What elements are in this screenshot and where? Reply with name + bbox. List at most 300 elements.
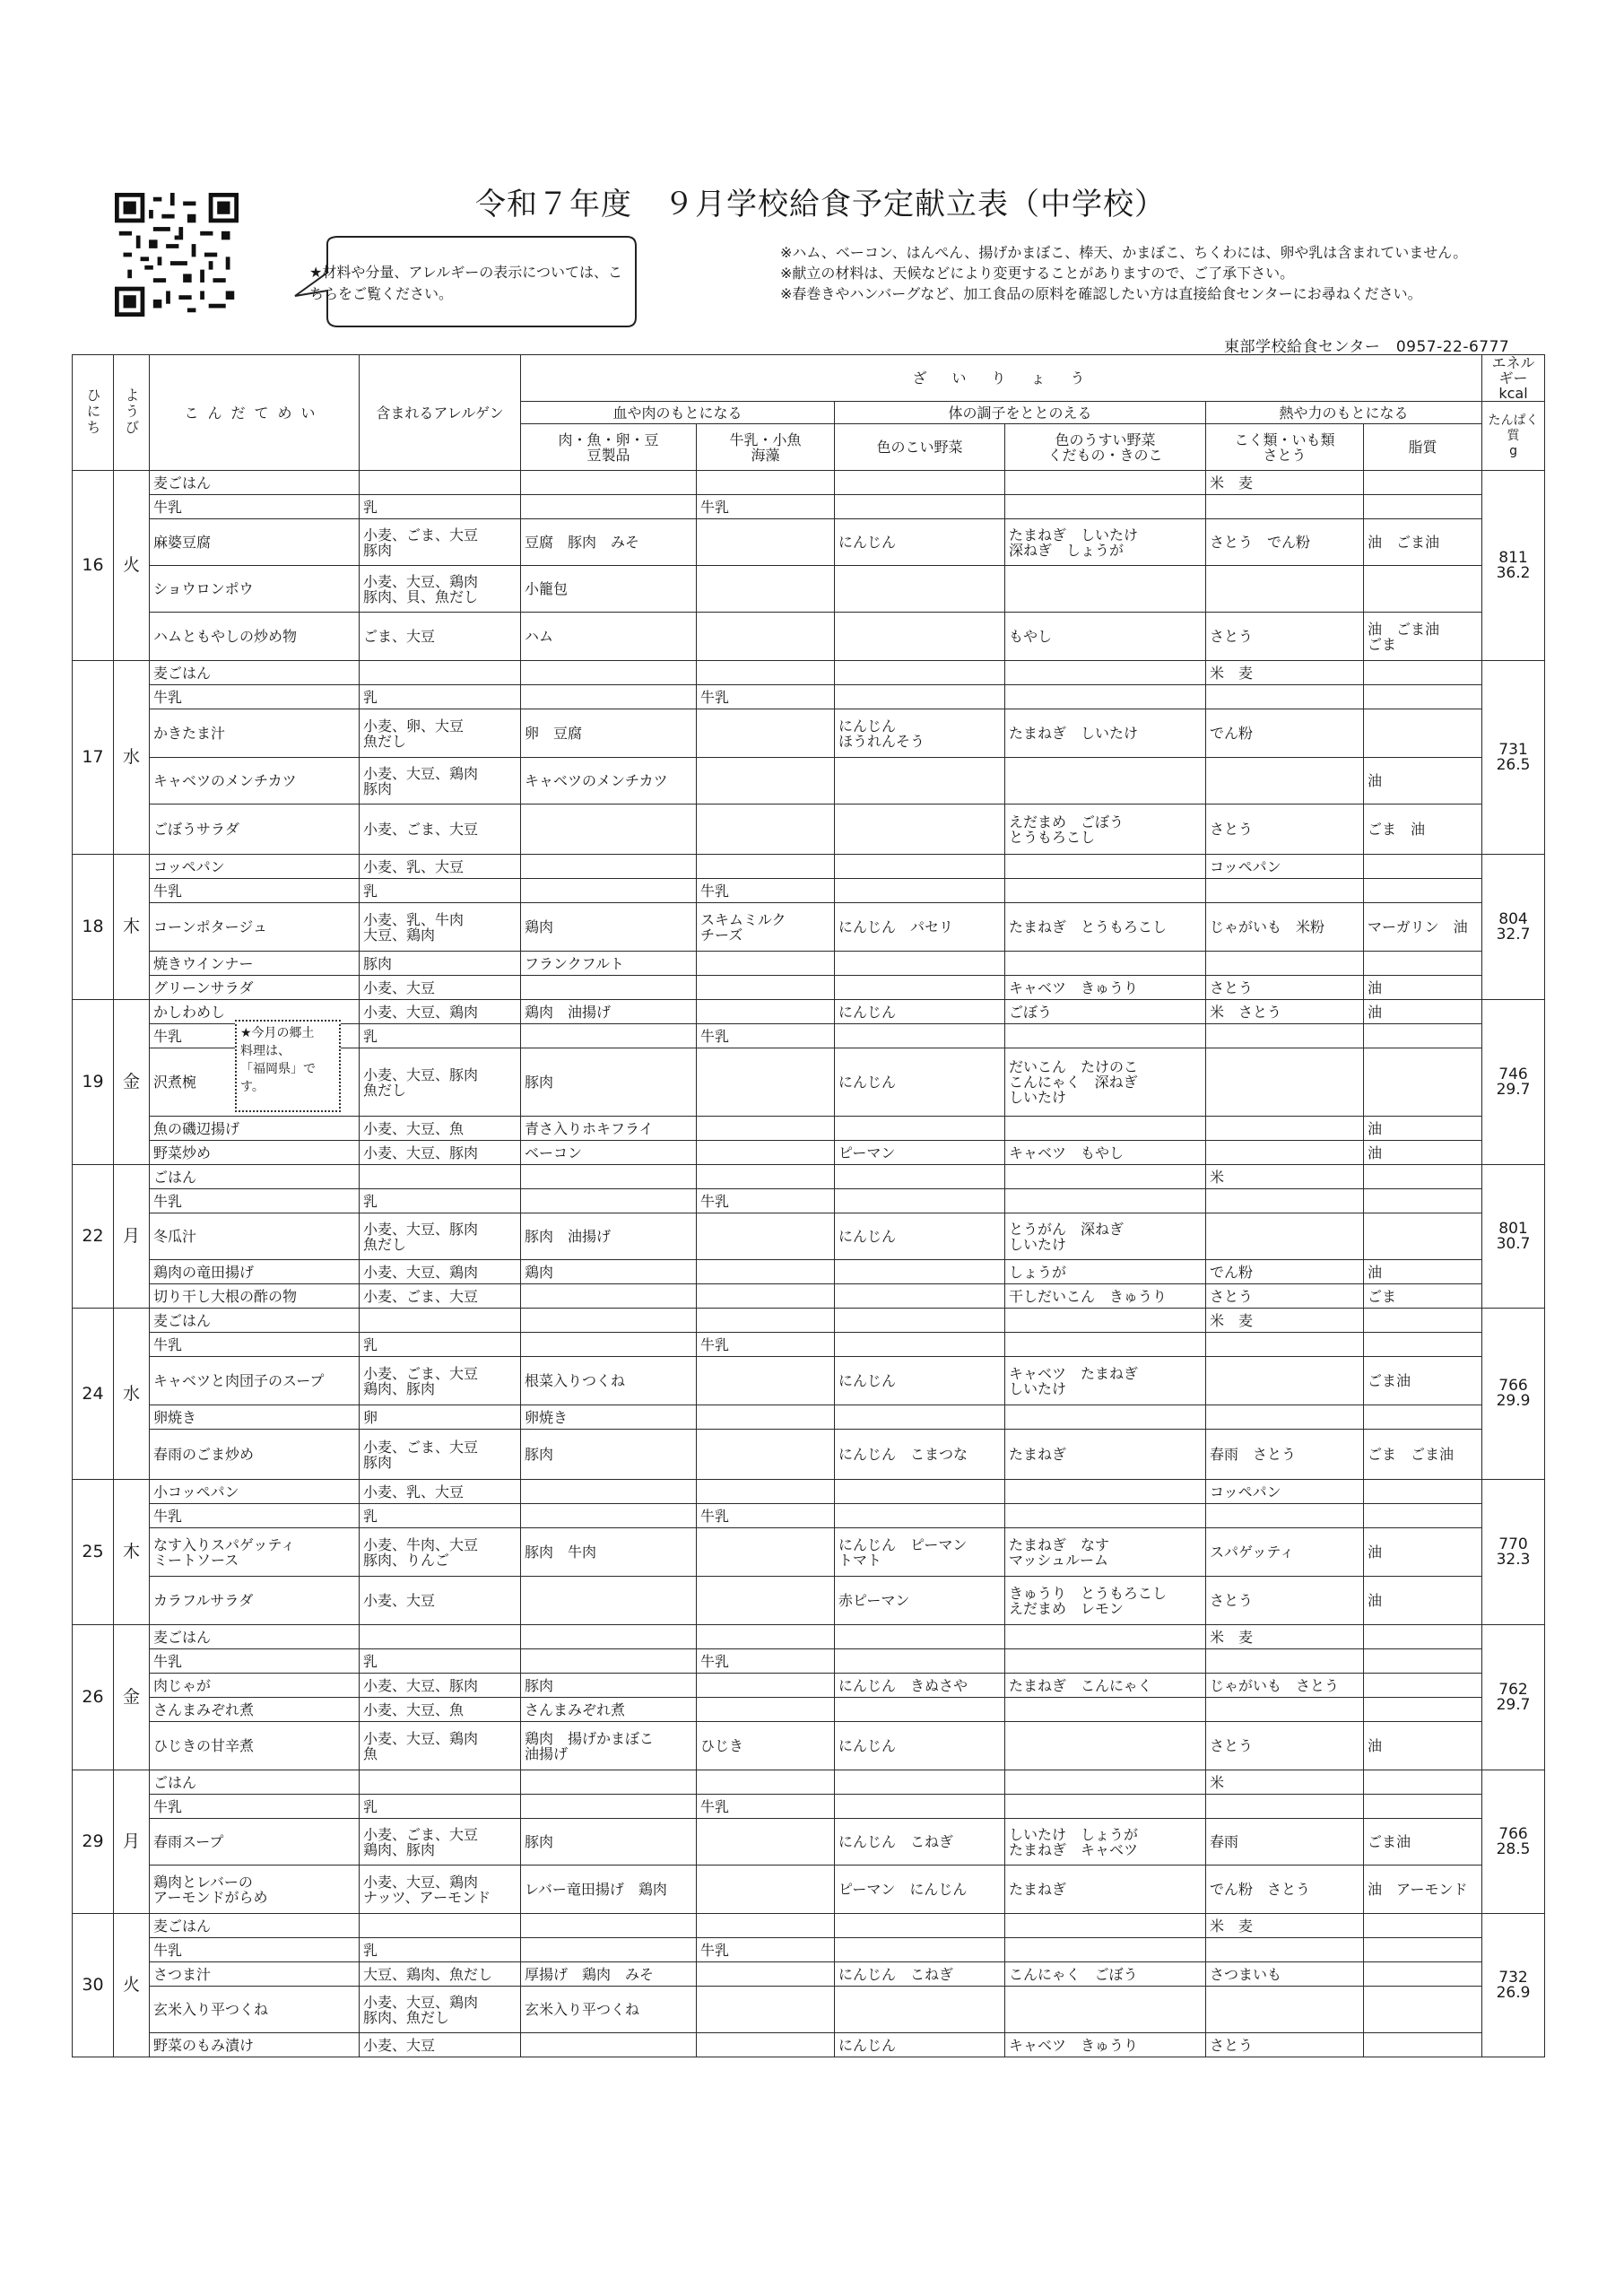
energy-value: 770 — [1498, 1535, 1528, 1553]
meat-cell: フランクフルト — [521, 952, 697, 976]
milk-cell: 牛乳 — [697, 1333, 835, 1357]
light-cell — [1005, 855, 1206, 879]
milk-cell: 牛乳 — [697, 1024, 835, 1048]
grain-cell — [1206, 1649, 1364, 1674]
meat-cell — [521, 1625, 697, 1649]
allergen-cell: 小麦、大豆、鶏肉 豚肉、貝、魚だし — [360, 566, 521, 613]
meat-cell: 鶏肉 — [521, 903, 697, 952]
fat-cell: ごま 油 — [1364, 804, 1482, 855]
light-cell — [1005, 1649, 1206, 1674]
table-row — [73, 1405, 1545, 1430]
menu-cell: 牛乳 — [150, 1795, 360, 1819]
table-row — [73, 1698, 1545, 1722]
header-dark-veg: 色のこい野菜 — [835, 424, 1005, 471]
fat-cell: ごま ごま油 — [1364, 1430, 1482, 1480]
table-row — [73, 804, 1545, 855]
light-cell — [1005, 1405, 1206, 1430]
milk-cell — [697, 613, 835, 661]
fat-cell: 油 ごま油 ごま — [1364, 613, 1482, 661]
menu-cell: さつま汁 — [150, 1962, 360, 1987]
menu-cell: 牛乳 — [150, 1938, 360, 1962]
milk-cell — [697, 661, 835, 685]
table-row — [73, 1117, 1545, 1141]
local-cuisine-callout: ★今月の郷土 料理は、 「福岡県」です。 — [235, 1020, 341, 1112]
dark-cell: にんじん ピーマン トマト — [835, 1528, 1005, 1577]
dark-cell: にんじん こねぎ — [835, 1819, 1005, 1866]
nutrition-cell — [1482, 1480, 1545, 1625]
meat-cell — [521, 661, 697, 685]
dark-cell: 赤ピーマン — [835, 1577, 1005, 1625]
milk-cell — [697, 709, 835, 758]
fat-cell — [1364, 1504, 1482, 1528]
light-cell — [1005, 1480, 1206, 1504]
fat-cell — [1364, 1333, 1482, 1357]
milk-cell — [697, 519, 835, 566]
meat-cell: ハム — [521, 613, 697, 661]
menu-cell: 焼きウインナー — [150, 952, 360, 976]
dark-cell: にんじん ほうれんそう — [835, 709, 1005, 758]
allergen-cell: 乳 — [360, 1189, 521, 1213]
milk-cell — [697, 566, 835, 613]
energy-value: 801 — [1498, 1219, 1528, 1238]
table-row — [73, 952, 1545, 976]
meat-cell: 鶏肉 油揚げ — [521, 1000, 697, 1024]
dark-cell — [835, 1480, 1005, 1504]
table-row — [73, 1260, 1545, 1284]
milk-cell: スキムミルク チーズ — [697, 903, 835, 952]
menu-cell: 鶏肉の竜田揚げ — [150, 1260, 360, 1284]
menu-body — [73, 471, 1545, 2057]
grain-cell — [1206, 685, 1364, 709]
allergen-cell: 小麦、大豆、鶏肉 — [360, 1260, 521, 1284]
fat-cell — [1364, 1048, 1482, 1117]
grain-cell: 米 — [1206, 1165, 1364, 1189]
grain-cell: じゃがいも 米粉 — [1206, 903, 1364, 952]
meat-cell — [521, 1770, 697, 1795]
fat-cell — [1364, 1674, 1482, 1698]
dark-cell: にんじん こねぎ — [835, 1962, 1005, 1987]
dark-cell — [835, 1938, 1005, 1962]
weekday: 木 — [114, 1480, 150, 1625]
dark-cell — [835, 758, 1005, 804]
menu-cell: ごはん — [150, 1770, 360, 1795]
light-cell: たまねぎ こんにゃく — [1005, 1674, 1206, 1698]
milk-cell — [697, 1430, 835, 1480]
milk-cell — [697, 804, 835, 855]
grain-cell: 米 麦 — [1206, 471, 1364, 495]
note-item: ※ハム、ベーコン、はんぺん、揚げかまぼこ、棒天、かまぼこ、ちくわには、卵や乳は含まれていません。 — [780, 244, 1468, 261]
center-info: 東部学校給食センター 0957-22-6777 — [1224, 338, 1510, 356]
fat-cell — [1364, 952, 1482, 976]
menu-cell: 玄米入り平つくね — [150, 1987, 360, 2033]
weekday: 金 — [114, 1625, 150, 1770]
dark-cell — [835, 495, 1005, 519]
dark-cell — [835, 661, 1005, 685]
protein-value: 29.7 — [1496, 1080, 1531, 1099]
allergen-cell: 小麦、乳、大豆 — [360, 1480, 521, 1504]
milk-cell — [697, 1866, 835, 1914]
dark-cell — [835, 804, 1005, 855]
fat-cell: 油 — [1364, 758, 1482, 804]
meat-cell — [521, 1024, 697, 1048]
table-row — [73, 2033, 1545, 2057]
table-row — [73, 1819, 1545, 1866]
fat-cell: 油 — [1364, 976, 1482, 1000]
light-cell: たまねぎ — [1005, 1866, 1206, 1914]
grain-cell: 米 麦 — [1206, 1625, 1364, 1649]
header-day: ひにち — [73, 355, 114, 471]
allergen-cell: 乳 — [360, 495, 521, 519]
allergen-cell: ごま、大豆 — [360, 613, 521, 661]
allergen-cell: 小麦、ごま、大豆 — [360, 1284, 521, 1309]
table-row — [73, 903, 1545, 952]
milk-cell — [697, 1141, 835, 1165]
grain-cell — [1206, 495, 1364, 519]
meat-cell — [521, 1189, 697, 1213]
nutrition-cell — [1482, 1625, 1545, 1770]
grain-cell: さとう — [1206, 1722, 1364, 1770]
header-light-veg: 色のうすい野菜 くだもの・きのこ — [1005, 424, 1206, 471]
table-row — [73, 1962, 1545, 1987]
allergen-cell: 小麦、ごま、大豆 鶏肉、豚肉 — [360, 1819, 521, 1866]
dark-cell: にんじん — [835, 1048, 1005, 1117]
menu-cell: 牛乳 — [150, 1024, 360, 1048]
dark-cell: にんじん — [835, 1213, 1005, 1260]
allergen-cell: 乳 — [360, 1938, 521, 1962]
milk-cell — [697, 976, 835, 1000]
dark-cell — [835, 566, 1005, 613]
light-cell: こんにゃく ごぼう — [1005, 1962, 1206, 1987]
dark-cell — [835, 1914, 1005, 1938]
meat-cell: さんまみぞれ煮 — [521, 1698, 697, 1722]
light-cell: たまねぎ — [1005, 1430, 1206, 1480]
fat-cell — [1364, 1405, 1482, 1430]
menu-table — [72, 354, 1545, 2057]
weekday: 水 — [114, 661, 150, 855]
meat-cell: 鶏肉 揚げかまぼこ 油揚げ — [521, 1722, 697, 1770]
meat-cell: ベーコン — [521, 1141, 697, 1165]
menu-cell: 牛乳 — [150, 1333, 360, 1357]
fat-cell — [1364, 1189, 1482, 1213]
fat-cell — [1364, 1698, 1482, 1722]
fat-cell — [1364, 1480, 1482, 1504]
nutrition-cell — [1482, 1165, 1545, 1309]
grain-cell: 米 — [1206, 1770, 1364, 1795]
nutrition-cell — [1482, 855, 1545, 1000]
table-row — [73, 495, 1545, 519]
fat-cell: マーガリン 油 — [1364, 903, 1482, 952]
light-cell — [1005, 1914, 1206, 1938]
milk-cell — [697, 1987, 835, 2033]
day-number: 19 — [73, 1000, 114, 1165]
milk-cell — [697, 1698, 835, 1722]
menu-cell: キャベツと肉団子のスープ — [150, 1357, 360, 1405]
table-row — [73, 1333, 1545, 1357]
dark-cell — [835, 685, 1005, 709]
grain-cell: じゃがいも さとう — [1206, 1674, 1364, 1698]
milk-cell — [697, 1962, 835, 1987]
table-row — [73, 879, 1545, 903]
fat-cell — [1364, 879, 1482, 903]
qr-code[interactable] — [115, 193, 239, 317]
milk-cell: 牛乳 — [697, 1938, 835, 1962]
grain-cell: さとう — [1206, 2033, 1364, 2057]
milk-cell — [697, 1000, 835, 1024]
dark-cell: ピーマン にんじん — [835, 1866, 1005, 1914]
light-cell: きゅうり とうもろこし えだまめ レモン — [1005, 1577, 1206, 1625]
allergen-cell: 小麦、ごま、大豆 豚肉 — [360, 519, 521, 566]
light-cell — [1005, 1987, 1206, 2033]
light-cell — [1005, 1504, 1206, 1528]
allergen-cell: 小麦、牛肉、大豆 豚肉、りんご — [360, 1528, 521, 1577]
dark-cell — [835, 1024, 1005, 1048]
header-ingredients: ざ い り ょ う — [521, 355, 1482, 402]
table-row — [73, 1528, 1545, 1577]
table-row — [73, 1795, 1545, 1819]
meat-cell: 豚肉 油揚げ — [521, 1213, 697, 1260]
allergen-cell — [360, 1165, 521, 1189]
meat-cell — [521, 1480, 697, 1504]
dark-cell — [835, 1333, 1005, 1357]
dark-cell — [835, 952, 1005, 976]
grain-cell — [1206, 1938, 1364, 1962]
dark-cell: ピーマン — [835, 1141, 1005, 1165]
table-row — [73, 1504, 1545, 1528]
menu-cell: 鶏肉とレバーの アーモンドがらめ — [150, 1866, 360, 1914]
light-cell — [1005, 495, 1206, 519]
fat-cell: ごま油 — [1364, 1819, 1482, 1866]
protein-value: 29.7 — [1496, 1695, 1531, 1714]
fat-cell: 油 ごま油 — [1364, 519, 1482, 566]
fat-cell: 油 — [1364, 1577, 1482, 1625]
day-number: 26 — [73, 1625, 114, 1770]
menu-cell: 沢煮椀 — [150, 1048, 360, 1117]
day-number: 16 — [73, 471, 114, 661]
allergen-cell — [360, 471, 521, 495]
light-cell: 干しだいこん きゅうり — [1005, 1284, 1206, 1309]
grain-cell: さとう — [1206, 1284, 1364, 1309]
allergen-cell: 乳 — [360, 685, 521, 709]
table-row — [73, 709, 1545, 758]
menu-cell: 小コッペパン — [150, 1480, 360, 1504]
grain-cell — [1206, 1024, 1364, 1048]
weekday: 水 — [114, 1309, 150, 1480]
dark-cell: にんじん — [835, 2033, 1005, 2057]
milk-cell — [697, 1577, 835, 1625]
allergen-cell: 大豆、鶏肉、魚だし — [360, 1962, 521, 1987]
menu-cell: 野菜炒め — [150, 1141, 360, 1165]
grain-cell: 春雨 — [1206, 1819, 1364, 1866]
meat-cell — [521, 1938, 697, 1962]
header-group2: 体の調子をととのえる — [835, 402, 1206, 424]
dark-cell — [835, 1260, 1005, 1284]
grain-cell — [1206, 1048, 1364, 1117]
dark-cell — [835, 879, 1005, 903]
grain-cell: でん粉 さとう — [1206, 1866, 1364, 1914]
grain-cell: コッペパン — [1206, 1480, 1364, 1504]
light-cell — [1005, 1117, 1206, 1141]
table-row — [73, 1938, 1545, 1962]
grain-cell — [1206, 1504, 1364, 1528]
grain-cell — [1206, 1795, 1364, 1819]
fat-cell — [1364, 1914, 1482, 1938]
light-cell — [1005, 1795, 1206, 1819]
allergen-cell: 小麦、ごま、大豆 鶏肉、豚肉 — [360, 1357, 521, 1405]
table-row — [73, 1649, 1545, 1674]
meat-cell: 豚肉 牛肉 — [521, 1528, 697, 1577]
energy-value: 804 — [1498, 909, 1528, 928]
menu-cell: 春雨スープ — [150, 1819, 360, 1866]
table-row — [73, 1866, 1545, 1914]
dark-cell — [835, 1795, 1005, 1819]
grain-cell — [1206, 566, 1364, 613]
fat-cell — [1364, 1795, 1482, 1819]
menu-cell: 牛乳 — [150, 495, 360, 519]
fat-cell: ごま油 — [1364, 1357, 1482, 1405]
weekday: 月 — [114, 1165, 150, 1309]
meat-cell — [521, 1795, 697, 1819]
dark-cell — [835, 471, 1005, 495]
light-cell: キャベツ きゅうり — [1005, 2033, 1206, 2057]
menu-cell: なす入りスパゲッティ ミートソース — [150, 1528, 360, 1577]
light-cell: だいこん たけのこ こんにゃく 深ねぎ しいたけ — [1005, 1048, 1206, 1117]
dark-cell: にんじん パセリ — [835, 903, 1005, 952]
fat-cell — [1364, 1309, 1482, 1333]
light-cell: ごぼう — [1005, 1000, 1206, 1024]
milk-cell — [697, 1770, 835, 1795]
milk-cell — [697, 1260, 835, 1284]
grain-cell — [1206, 1117, 1364, 1141]
light-cell — [1005, 1189, 1206, 1213]
energy-value: 762 — [1498, 1680, 1528, 1699]
nutrition-cell — [1482, 471, 1545, 661]
fat-cell — [1364, 1962, 1482, 1987]
menu-cell: コッペパン — [150, 855, 360, 879]
grain-cell: 米 さとう — [1206, 1000, 1364, 1024]
allergen-cell: 小麦、大豆、豚肉 魚だし — [360, 1048, 521, 1117]
energy-value: 811 — [1498, 548, 1528, 567]
fat-cell — [1364, 2033, 1482, 2057]
dark-cell: にんじん きぬさや — [835, 1674, 1005, 1698]
meat-cell — [521, 685, 697, 709]
dark-cell — [835, 1284, 1005, 1309]
light-cell: たまねぎ しいたけ 深ねぎ しょうが — [1005, 519, 1206, 566]
energy-value: 732 — [1498, 1968, 1528, 1987]
fat-cell — [1364, 471, 1482, 495]
table-row — [73, 566, 1545, 613]
dark-cell — [835, 976, 1005, 1000]
light-cell: キャベツ たまねぎ しいたけ — [1005, 1357, 1206, 1405]
day-number: 24 — [73, 1309, 114, 1480]
meat-cell: 豚肉 — [521, 1430, 697, 1480]
table-row — [73, 1213, 1545, 1260]
dark-cell — [835, 1117, 1005, 1141]
grain-cell: さとう — [1206, 1577, 1364, 1625]
dark-cell — [835, 855, 1005, 879]
grain-cell: さつまいも — [1206, 1962, 1364, 1987]
grain-cell: 米 麦 — [1206, 1309, 1364, 1333]
allergen-cell: 小麦、大豆 — [360, 976, 521, 1000]
milk-cell — [697, 1480, 835, 1504]
weekday: 木 — [114, 855, 150, 1000]
table-row — [73, 519, 1545, 566]
milk-cell — [697, 1405, 835, 1430]
milk-cell — [697, 855, 835, 879]
weekday: 火 — [114, 1914, 150, 2057]
meat-cell: 豚肉 — [521, 1819, 697, 1866]
meat-cell: 青さ入りホキフライ — [521, 1117, 697, 1141]
meat-cell: 卵焼き — [521, 1405, 697, 1430]
grain-cell — [1206, 1357, 1364, 1405]
light-cell — [1005, 1165, 1206, 1189]
day-number: 30 — [73, 1914, 114, 2057]
menu-cell: 魚の磯辺揚げ — [150, 1117, 360, 1141]
menu-cell: 牛乳 — [150, 1189, 360, 1213]
menu-cell: 卵焼き — [150, 1405, 360, 1430]
milk-cell: 牛乳 — [697, 1504, 835, 1528]
grain-cell: スパゲッティ — [1206, 1528, 1364, 1577]
fat-cell — [1364, 1649, 1482, 1674]
menu-cell: 野菜のもみ漬け — [150, 2033, 360, 2057]
weekday: 金 — [114, 1000, 150, 1165]
light-cell — [1005, 1770, 1206, 1795]
fat-cell — [1364, 685, 1482, 709]
allergen-cell: 小麦、大豆、鶏肉 豚肉 — [360, 758, 521, 804]
table-row — [73, 685, 1545, 709]
day-number: 18 — [73, 855, 114, 1000]
fat-cell — [1364, 1987, 1482, 2033]
protein-value: 36.2 — [1496, 563, 1531, 582]
milk-cell — [697, 758, 835, 804]
menu-cell: ごぼうサラダ — [150, 804, 360, 855]
fat-cell — [1364, 661, 1482, 685]
meat-cell — [521, 1309, 697, 1333]
milk-cell — [697, 1048, 835, 1117]
menu-cell: 麻婆豆腐 — [150, 519, 360, 566]
meat-cell — [521, 495, 697, 519]
table-row — [73, 1674, 1545, 1698]
light-cell: しいたけ しょうが たまねぎ キャベツ — [1005, 1819, 1206, 1866]
note-item: ※献立の材料は、天候などにより変更することがありますので、ご了承下さい。 — [780, 265, 1295, 282]
allergen-cell: 乳 — [360, 1649, 521, 1674]
milk-cell: 牛乳 — [697, 1189, 835, 1213]
dark-cell: にんじん — [835, 1357, 1005, 1405]
grain-cell: さとう でん粉 — [1206, 519, 1364, 566]
grain-cell: でん粉 — [1206, 709, 1364, 758]
menu-cell: 牛乳 — [150, 1504, 360, 1528]
fat-cell: 油 アーモンド — [1364, 1866, 1482, 1914]
allergen-cell: 小麦、ごま、大豆 豚肉 — [360, 1430, 521, 1480]
grain-cell: 米 麦 — [1206, 1914, 1364, 1938]
day-number: 17 — [73, 661, 114, 855]
fat-cell — [1364, 1165, 1482, 1189]
light-cell — [1005, 471, 1206, 495]
table-row — [73, 1577, 1545, 1625]
fat-cell — [1364, 495, 1482, 519]
light-cell — [1005, 879, 1206, 903]
grain-cell — [1206, 1333, 1364, 1357]
menu-cell: コーンポタージュ — [150, 903, 360, 952]
dark-cell — [835, 1698, 1005, 1722]
allergen-cell: 小麦、大豆、魚 — [360, 1698, 521, 1722]
allergen-cell: 小麦、卵、大豆 魚だし — [360, 709, 521, 758]
meat-cell — [521, 804, 697, 855]
meat-cell: 小籠包 — [521, 566, 697, 613]
allergen-cell: 乳 — [360, 1333, 521, 1357]
allergen-cell: 小麦、大豆、豚肉 魚だし — [360, 1213, 521, 1260]
allergen-cell: 小麦、大豆、鶏肉 ナッツ、アーモンド — [360, 1866, 521, 1914]
grain-cell: 春雨 さとう — [1206, 1430, 1364, 1480]
